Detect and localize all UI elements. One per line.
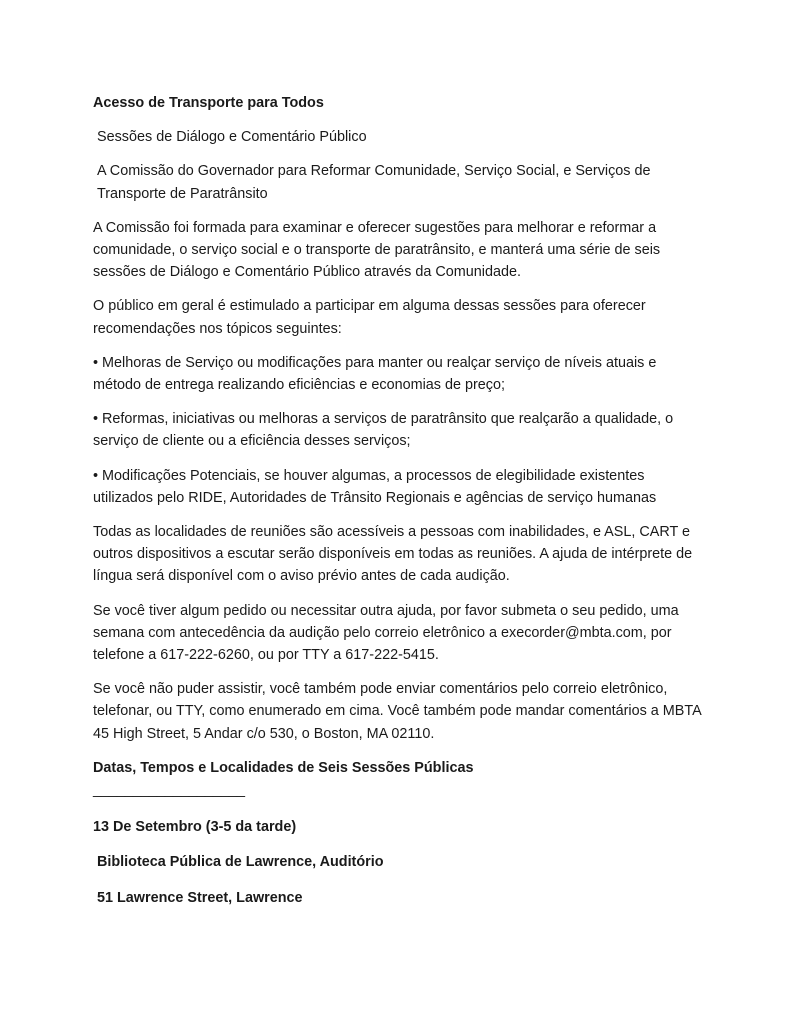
doc-subtitle: Sessões de Diálogo e Comentário Público <box>97 129 367 146</box>
session-address: 51 Lawrence Street, Lawrence <box>97 889 303 906</box>
paragraph-participation: O público em geral é estimulado a participar em alguma dessas sessões para oferecer recomendações nos tópicos seguintes: <box>93 298 646 337</box>
bullet-eligibility: • Modificações Potenciais, se houver algumas, a processos de elegibilidade existentes utilizados pelo RIDE, Autoridades de Trânsito Regionais e agências de serviço humanas <box>93 467 657 506</box>
bullet-reforms: • Reformas, iniciativas ou melhoras a serviços de paratrânsito que realçarão a qualidade, o serviço de cliente ou a eficiência desses serviços; <box>93 411 674 450</box>
paragraph-comments: Se você não puder assistir, você também pode enviar comentários pelo correio eletrônico, telefonar, ou TTY, como enumerado em cima. Você também pode mandar comentários a MBTA 45 High Street, 5 Andar c/o 530, o Boston, MA 02110. <box>93 681 702 742</box>
paragraph-accessibility: Todas as localidades de reuniões são acessíveis a pessoas com inabilidades, e ASL, CART e outros dispositivos a escutar serão disponíveis em todas as reuniões. A ajuda de intérprete de língua será disponível com o aviso prévio antes de cada audição. <box>93 524 693 585</box>
bullet-service-improvements: • Melhoras de Serviço ou modificações para manter ou realçar serviço de níveis atuais e método de entrega realizando eficiências e economias de preço; <box>93 354 657 394</box>
doc-title: Acesso de Transporte para Todos <box>93 95 324 111</box>
commission-name: A Comissão do Governador para Reformar Comunidade, Serviço Social, e Serviços de Transporte de Paratrânsito <box>97 163 651 202</box>
separator-rule: ___________________ <box>93 782 246 799</box>
paragraph-requests: Se você tiver algum pedido ou necessitar outra ajuda, por favor submeta o seu pedido, uma semana com antecedência da audição pelo correio eletrônico a execorder@mbta.com, por telefone a 617-222-6260, ou por TTY a 617-222-5415. <box>93 602 679 664</box>
session-venue: Biblioteca Pública de Lawrence, Auditório <box>97 854 384 871</box>
document-page <box>93 92 713 909</box>
session-date: 13 De Setembro (3-5 da tarde) <box>93 819 297 836</box>
paragraph-intro: A Comissão foi formada para examinar e oferecer sugestões para melhorar e reformar a comunidade, o serviço social e o transporte de paratrânsito, e manterá uma série de seis sessões de Diálogo e Comentário Público através da Comunidade. <box>93 219 661 281</box>
sessions-heading: Datas, Tempos e Localidades de Seis Sessões Públicas <box>93 759 474 776</box>
